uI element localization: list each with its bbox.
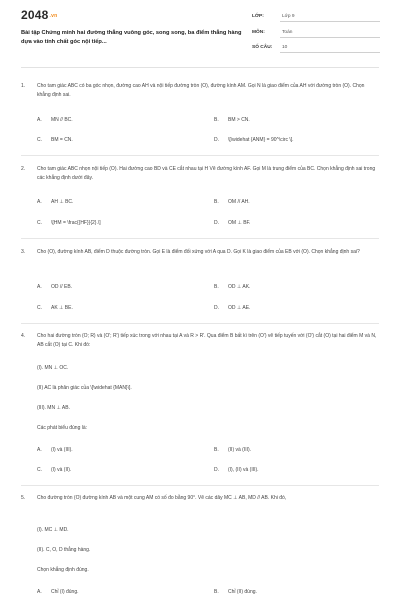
subject-label: MÔN: [252,30,265,35]
grade-label: LỚP: [252,14,264,19]
worksheet-page: 2048.vn Bài tập Chứng minh hai đường thẳng vuông góc, song song, ba điểm thẳng hàng dựa vào tính chất góc nội tiếp... LỚP: Lớp 9 MÔN: Toán SỐ CÂU: 10 1. Cho tam giác ABC có ba góc nhọn, đường cao AH và nội tiếp đường tròn (O), đường kính AM. Gọi N là giao điểm của AH với đường tròn (O). Chọn khẳng định sai. A. MN // BC. B. BM > CN. C. BM = CN. D. \[\widehat {ANM} = 90^\circ \]. 2. Cho tam giác ABC nhọn nội tiếp (O). Hai đường cao BD và CE cắt nhau tại H Vẽ đường kính AF. Gọi M là trung điểm của BC. Chọn khẳng định sai trong các khẳng định dưới đây. A. AH ⊥ BC. B. OM // AH. C. \[HM = \frac{{HF}}{2}.\] D. OM ⊥ BF. 3. Cho (O), đường kính AB, điểm D thuộc đường tròn. Gọi E là điểm đối xứng với A qua D. Gọi K là giao điểm của EB với (O). Chọn khẳng định sai? A. OD // EB. B. OD ⊥ AK. C. AK ⊥ BE. D. OD ⊥ AE. 4. Cho hai đường tròn (O; R) và (O'; R') tiếp xúc trong với nhau tại A và R > R'. Qua điểm B bất kì trên (O') vẽ tiếp tuyến với (O') cắt (O) tại hai điểm M và N, AB cắt (O) tại C. Khi đó: (I). MN ⊥ OC. (II) AC là phân giác của \[\widehat {MAN}\]. (III). MN ⊥ AB. Các phát biểu đúng là: A. (I) và (III). B. (II) và (III). C. (I) và (II). D. (I), (II) và (III). 5. Cho đường tròn (O) đường kính AB và một cung AM có số đo bằng 90°. Vẽ các dây MC ⊥ AB, MD // AB. Khi đó, (I). MC ⊥ MD. (II). C, O, D thẳng hàng. Chọn khẳng định đúng. A. Chỉ (I) đúng. B. Chỉ (II) đúng. [0,0,400,600]
site-logo[interactable]: 2048.vn [21,8,58,22]
question-number: 1. [21,83,26,89]
statement: (I). MN ⊥ OC. [37,365,69,371]
grade-underline [280,21,380,22]
question-text: Cho tam giác ABC nhọn nội tiếp (O). Hai đường cao BD và CE cắt nhau tại H Vẽ đường kính AF. Gọi M là trung điểm của BC. Chọn khẳng định sai trong các khẳng định dưới đây. [37,166,376,181]
question-text: Cho (O), đường kính AB, điểm D thuộc đường tròn. Gọi E là điểm đối xứng với A qua D. Gọi K là giao điểm của EB với (O). Chọn khẳng định sai? [37,249,360,255]
question-text: Cho đường tròn (O) đường kính AB và một cung AM có số đo bằng 90°. Vẽ các dây MC ⊥ AB, MD // AB. Khi đó, [37,495,287,501]
question-text: Cho hai đường tròn (O; R) và (O'; R') tiếp xúc trong với nhau tại A và R > R'. Qua điểm B bất kì trên (O') vẽ tiếp tuyến với (O') cắt (O) tại hai điểm M và N, AB cắt (O) tại C. Khi đó: [37,333,377,348]
question-number: 3. [21,249,26,255]
count-value: 10 [282,45,288,50]
grade-value: Lớp 9 [282,14,295,19]
statement: (II). C, O, D thẳng hàng. [37,547,91,553]
count-underline [280,52,380,53]
page-title: Bài tập Chứng minh hai đường thẳng vuông góc, song song, ba điểm thẳng hàng dựa vào tính chất góc nội tiếp... [21,30,242,45]
question-text: Cho tam giác ABC có ba góc nhọn, đường cao AH và nội tiếp đường tròn (O), đường kính AM. Gọi N là giao điểm của AH với đường tròn (O). Chọn khẳng định sai. [37,83,365,98]
question-separator [21,323,379,324]
question-number: 4. [21,333,26,339]
statement: (I). MC ⊥ MD. [37,527,69,533]
question-separator [21,155,379,156]
question-prompt: Các phát biểu đúng là: [37,425,88,431]
count-row [252,45,380,55]
subject-value: Toán [282,30,293,35]
header [0,0,400,62]
count-label: SỐ CÂU: [252,45,273,50]
question-number: 2. [21,166,26,172]
subject-row [252,30,380,40]
question-separator [21,485,379,486]
statement: (III). MN ⊥ AB. [37,405,70,411]
header-divider [21,67,379,68]
grade-row [252,14,380,24]
statement: (II) AC là phân giác của \[\widehat {MAN}\]. [37,385,132,391]
question-separator [21,238,379,239]
question-prompt: Chọn khẳng định đúng. [37,567,89,573]
question-number: 5. [21,495,26,501]
subject-underline [280,37,380,38]
